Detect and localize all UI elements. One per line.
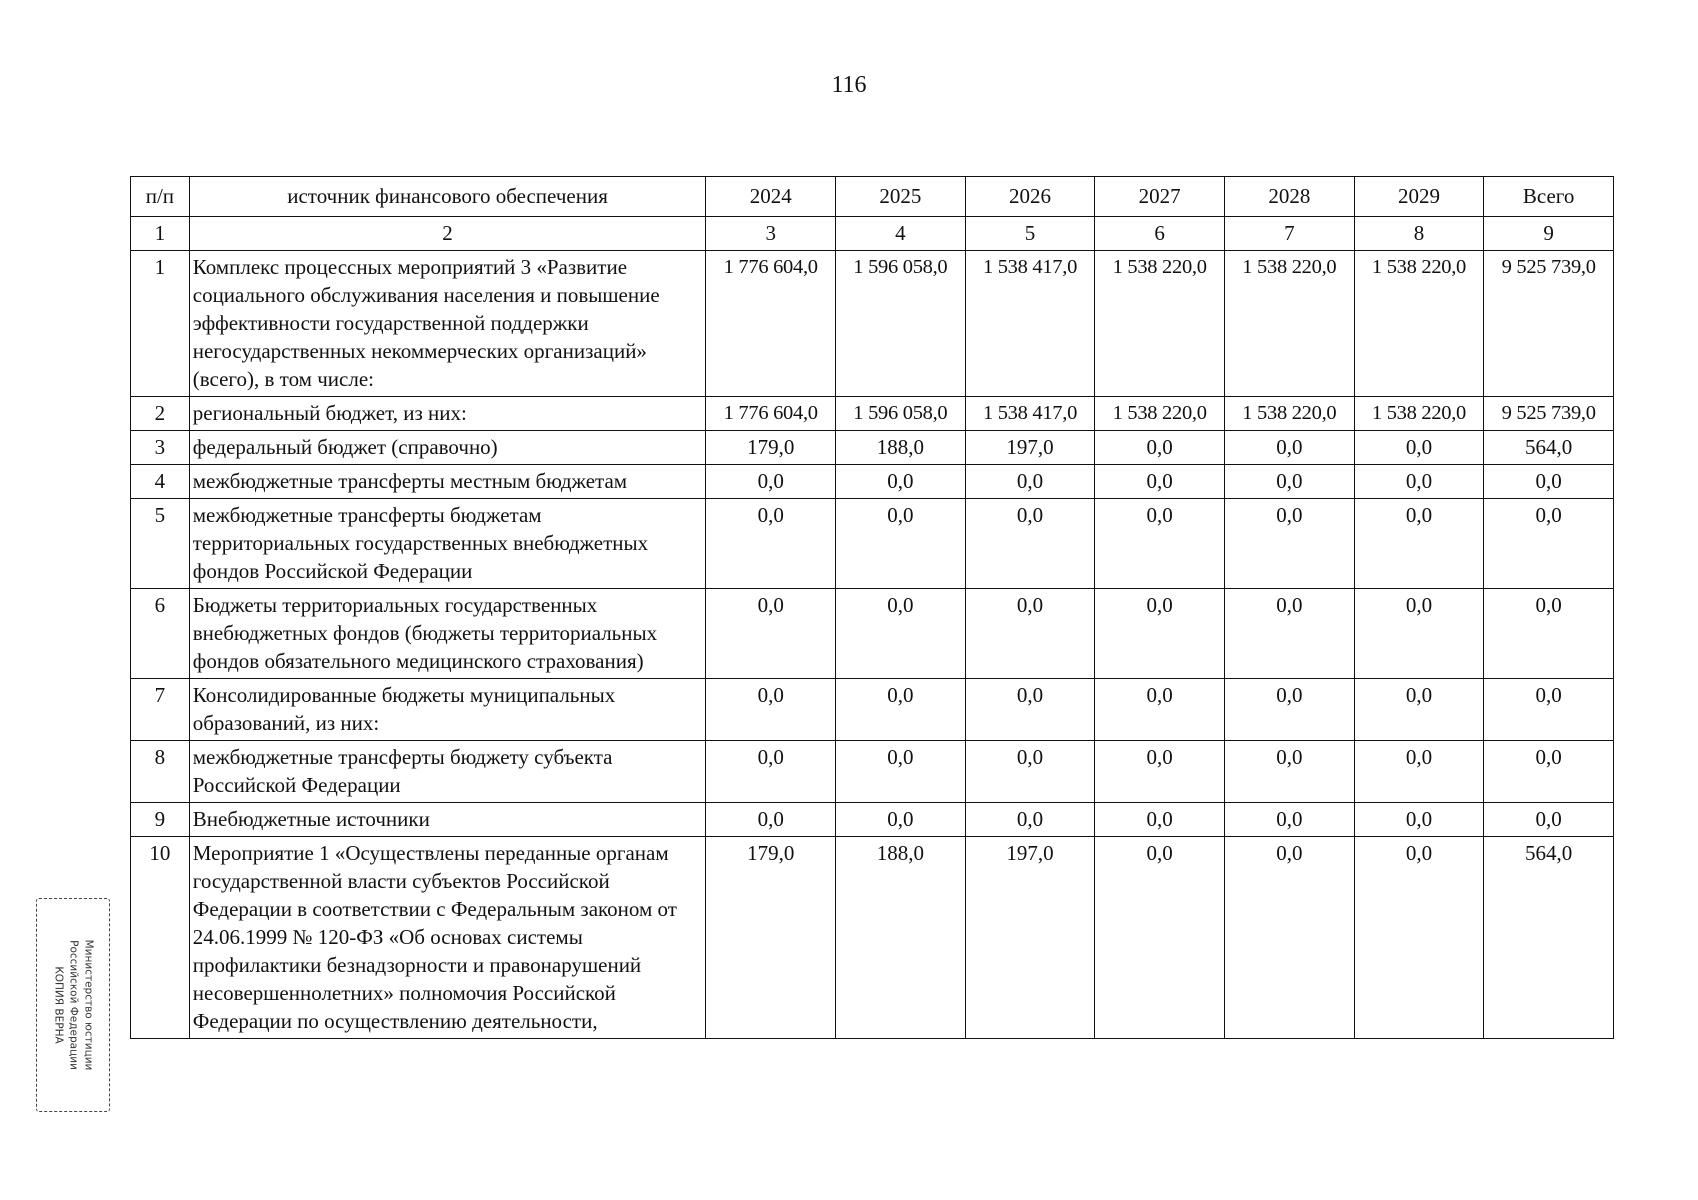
column-number-cell: 8	[1354, 217, 1484, 251]
value-2025: 0,0	[836, 741, 966, 803]
value-2026: 0,0	[965, 803, 1095, 837]
table-row	[131, 465, 1614, 499]
value-total: 564,0	[1484, 431, 1614, 465]
row-source-name: Бюджеты территориальных государственных внебюджетных фондов (бюджеты территориальных фондов обязательного медицинского страхования)	[189, 589, 706, 679]
value-2029: 0,0	[1354, 589, 1484, 679]
value-2029: 1 538 220,0	[1354, 397, 1484, 431]
page-number: 116	[831, 72, 867, 98]
value-2024: 1 776 604,0	[706, 397, 836, 431]
value-2028: 1 538 220,0	[1224, 397, 1354, 431]
header-cell-2024: 2024	[706, 177, 836, 217]
row-source-name: региональный бюджет, из них:	[189, 397, 706, 431]
value-total: 0,0	[1484, 803, 1614, 837]
value-total: 0,0	[1484, 465, 1614, 499]
row-source-name: межбюджетные трансферты местным бюджетам	[189, 465, 706, 499]
value-total: 0,0	[1484, 499, 1614, 589]
value-2024: 1 776 604,0	[706, 251, 836, 397]
value-2027: 0,0	[1095, 803, 1225, 837]
table-row	[131, 803, 1614, 837]
table-row	[131, 397, 1614, 431]
column-number-cell: 5	[965, 217, 1095, 251]
stamp-text	[51, 905, 96, 1105]
value-2027: 0,0	[1095, 679, 1225, 741]
value-2027: 1 538 220,0	[1095, 251, 1225, 397]
value-2027: 0,0	[1095, 499, 1225, 589]
column-number-cell: 3	[706, 217, 836, 251]
value-2027: 0,0	[1095, 431, 1225, 465]
value-2024: 179,0	[706, 837, 836, 1039]
value-2024: 0,0	[706, 803, 836, 837]
row-index: 6	[131, 589, 190, 679]
value-2026: 0,0	[965, 741, 1095, 803]
value-2024: 0,0	[706, 589, 836, 679]
header-cell-2028: 2028	[1224, 177, 1354, 217]
column-number-row	[131, 217, 1614, 251]
header-row	[131, 177, 1614, 217]
value-2025: 1 596 058,0	[836, 397, 966, 431]
value-2025: 0,0	[836, 803, 966, 837]
value-2024: 0,0	[706, 679, 836, 741]
value-2024: 0,0	[706, 499, 836, 589]
table-row	[131, 741, 1614, 803]
value-2026: 1 538 417,0	[965, 397, 1095, 431]
header-cell-total: Всего	[1484, 177, 1614, 217]
value-2029: 0,0	[1354, 465, 1484, 499]
table-row	[131, 589, 1614, 679]
value-2027: 1 538 220,0	[1095, 397, 1225, 431]
row-index: 2	[131, 397, 190, 431]
table-row	[131, 499, 1614, 589]
value-2024: 0,0	[706, 465, 836, 499]
financing-table	[130, 176, 1614, 1039]
value-2025: 0,0	[836, 499, 966, 589]
value-2024: 0,0	[706, 741, 836, 803]
row-source-name: Мероприятие 1 «Осуществлены переданные органам государственной власти субъектов Российской Федерации в соответствии с Федеральным законом от 24.06.1999 № 120-ФЗ «Об основах системы профилактики безнадзорности и правонарушений несовершеннолетних» полномочия Российской Федерации по осуществлению деятельности,	[189, 837, 706, 1039]
header-cell-2027: 2027	[1095, 177, 1225, 217]
value-2027: 0,0	[1095, 465, 1225, 499]
value-2029: 0,0	[1354, 803, 1484, 837]
value-total: 0,0	[1484, 589, 1614, 679]
header-cell-index: п/п	[131, 177, 190, 217]
header-cell-2026: 2026	[965, 177, 1095, 217]
row-index: 10	[131, 837, 190, 1039]
value-2028: 0,0	[1224, 465, 1354, 499]
value-2026: 0,0	[965, 499, 1095, 589]
value-2026: 197,0	[965, 837, 1095, 1039]
stamp-line: КОПИЯ ВЕРНА	[52, 966, 65, 1044]
value-2025: 0,0	[836, 679, 966, 741]
registration-stamp	[36, 898, 110, 1112]
row-source-name: межбюджетные трансферты бюджетам территориальных государственных внебюджетных фондов Российской Федерации	[189, 499, 706, 589]
header-cell-2025: 2025	[836, 177, 966, 217]
value-2028: 0,0	[1224, 499, 1354, 589]
value-2025: 188,0	[836, 837, 966, 1039]
row-source-name: Внебюджетные источники	[189, 803, 706, 837]
value-2026: 0,0	[965, 679, 1095, 741]
value-2027: 0,0	[1095, 589, 1225, 679]
table-row	[131, 837, 1614, 1039]
value-total: 9 525 739,0	[1484, 397, 1614, 431]
value-2027: 0,0	[1095, 741, 1225, 803]
row-source-name: межбюджетные трансферты бюджету субъекта Российской Федерации	[189, 741, 706, 803]
column-number-cell: 2	[189, 217, 706, 251]
row-index: 3	[131, 431, 190, 465]
row-source-name: федеральный бюджет (справочно)	[189, 431, 706, 465]
value-2029: 0,0	[1354, 431, 1484, 465]
value-2029: 0,0	[1354, 499, 1484, 589]
value-2025: 0,0	[836, 589, 966, 679]
row-index: 9	[131, 803, 190, 837]
value-2024: 179,0	[706, 431, 836, 465]
header-cell-source: источник финансового обеспечения	[189, 177, 706, 217]
value-2026: 0,0	[965, 465, 1095, 499]
value-2029: 1 538 220,0	[1354, 251, 1484, 397]
value-2026: 0,0	[965, 589, 1095, 679]
value-2028: 0,0	[1224, 803, 1354, 837]
value-2029: 0,0	[1354, 679, 1484, 741]
value-2025: 0,0	[836, 465, 966, 499]
value-2027: 0,0	[1095, 837, 1225, 1039]
value-total: 9 525 739,0	[1484, 251, 1614, 397]
row-source-name: Комплекс процессных мероприятий 3 «Развитие социального обслуживания населения и повышение эффективности государственной поддержки негосударственных некоммерческих организаций» (всего), в том числе:	[189, 251, 706, 397]
column-number-cell: 7	[1224, 217, 1354, 251]
value-2025: 1 596 058,0	[836, 251, 966, 397]
value-2028: 0,0	[1224, 679, 1354, 741]
row-index: 8	[131, 741, 190, 803]
row-index: 1	[131, 251, 190, 397]
value-2028: 0,0	[1224, 837, 1354, 1039]
value-2029: 0,0	[1354, 837, 1484, 1039]
header-cell-2029: 2029	[1354, 177, 1484, 217]
value-2028: 0,0	[1224, 431, 1354, 465]
column-number-cell: 9	[1484, 217, 1614, 251]
value-2028: 0,0	[1224, 589, 1354, 679]
value-total: 0,0	[1484, 679, 1614, 741]
value-2026: 1 538 417,0	[965, 251, 1095, 397]
row-index: 4	[131, 465, 190, 499]
column-number-cell: 1	[131, 217, 190, 251]
value-2026: 197,0	[965, 431, 1095, 465]
table-row	[131, 431, 1614, 465]
table-row	[131, 251, 1614, 397]
value-2028: 1 538 220,0	[1224, 251, 1354, 397]
table-row	[131, 679, 1614, 741]
column-number-cell: 4	[836, 217, 966, 251]
value-2029: 0,0	[1354, 741, 1484, 803]
value-total: 0,0	[1484, 741, 1614, 803]
row-index: 5	[131, 499, 190, 589]
value-total: 564,0	[1484, 837, 1614, 1039]
stamp-line: Российской Федерации	[67, 940, 80, 1070]
stamp-line: Министерство юстиции	[82, 939, 95, 1071]
row-source-name: Консолидированные бюджеты муниципальных образований, из них:	[189, 679, 706, 741]
row-index: 7	[131, 679, 190, 741]
value-2025: 188,0	[836, 431, 966, 465]
column-number-cell: 6	[1095, 217, 1225, 251]
value-2028: 0,0	[1224, 741, 1354, 803]
